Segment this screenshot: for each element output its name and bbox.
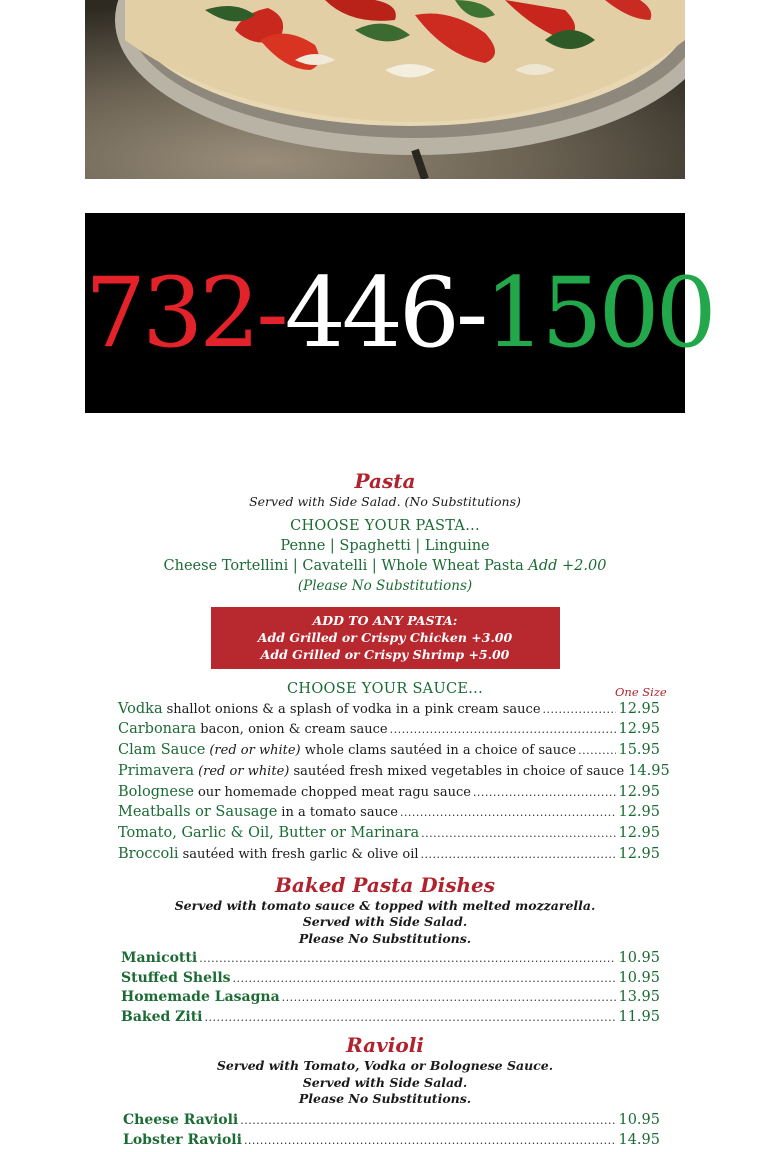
- item-name: Baked Ziti: [121, 1008, 203, 1025]
- baked-note-1: Served with tomato sauce & topped with melted mozzarella.: [174, 897, 596, 913]
- pasta-title: Pasta: [354, 469, 416, 493]
- whole-wheat-surcharge: Add +2.00: [528, 557, 607, 574]
- item-name: Stuffed Shells: [121, 969, 231, 986]
- pasta-options-1: Penne | Spaghetti | Linguine: [280, 537, 490, 554]
- item-name: Lobster Ravioli: [123, 1131, 242, 1148]
- choose-sauce-heading: CHOOSE YOUR SAUCE...: [287, 680, 483, 697]
- list-item: [118, 701, 660, 722]
- addon-heading: ADD TO ANY PASTA:: [312, 612, 458, 628]
- item-desc: in a tomato sauce: [281, 805, 398, 821]
- list-item: [118, 762, 670, 784]
- item-name: Vodka: [118, 700, 163, 717]
- list-item: [121, 950, 660, 970]
- phone-part-1: 732-: [85, 257, 285, 369]
- item-desc: our homemade chopped meat ragu sauce: [197, 784, 471, 800]
- pasta-subtitle: Served with Side Salad. (No Substitutions): [249, 494, 521, 509]
- item-price: 12.95: [618, 804, 660, 821]
- item-desc-text: sautéed fresh mixed vegetables in choice of sauce: [293, 763, 625, 779]
- item-price: 12.95: [618, 846, 660, 863]
- item-desc-italic: (red or white): [198, 763, 290, 779]
- item-desc: bacon, onion & cream sauce: [200, 722, 388, 738]
- ravioli-note-1: Served with Tomato, Vodka or Bolognese Sauce.: [216, 1058, 554, 1074]
- item-price: 13.95: [618, 989, 660, 1006]
- item-name: Manicotti: [121, 950, 198, 967]
- list-item: [118, 825, 660, 846]
- baked-list: [121, 950, 660, 1028]
- item-price: 10.95: [618, 1111, 660, 1128]
- list-item: [121, 1009, 660, 1029]
- item-name: Clam Sauce: [118, 742, 206, 759]
- list-item: [118, 784, 660, 805]
- leader-dots: [205, 1011, 617, 1024]
- pasta-options-note: (Please No Substitutions): [297, 577, 473, 594]
- pasta-options-2-text: Cheese Tortellini | Cavatelli | Whole Wheat Pasta: [163, 557, 524, 574]
- item-price: 10.95: [618, 950, 660, 967]
- item-name: Carbonara: [118, 721, 197, 738]
- item-desc: [209, 743, 576, 758]
- item-name: Meatballs or Sausage: [118, 804, 278, 821]
- item-price: 12.95: [618, 825, 660, 842]
- item-price: 12.95: [618, 783, 660, 800]
- ravioli-list: [123, 1112, 660, 1152]
- list-item: [121, 970, 660, 990]
- item-name: Tomato, Garlic & Oil, Butter or Marinara: [118, 825, 420, 842]
- item-price: 14.95: [618, 1131, 660, 1148]
- baked-note-2: Served with Side Salad.: [302, 914, 468, 930]
- pasta-options-2: [0, 556, 770, 576]
- item-price: 12.95: [618, 721, 660, 738]
- ravioli-note-2: Served with Side Salad.: [302, 1074, 468, 1090]
- phone-part-2: 446-: [284, 257, 485, 369]
- pizza-photo: [85, 0, 685, 179]
- item-price: 11.95: [618, 1008, 660, 1025]
- item-name: Broccoli: [118, 846, 179, 863]
- phone-banner: [85, 213, 713, 413]
- leader-dots: [578, 744, 616, 757]
- baked-note-3: Please No Substitutions.: [298, 930, 472, 946]
- leader-dots: [390, 723, 617, 736]
- list-item: [123, 1132, 660, 1152]
- addon-shrimp: Add Grilled or Crispy Shrimp +5.00: [260, 646, 510, 662]
- size-label: One Size: [615, 684, 667, 699]
- list-item: [118, 721, 660, 742]
- sauce-header: [0, 677, 770, 701]
- phone-number[interactable]: [85, 213, 713, 413]
- list-item: [123, 1112, 660, 1132]
- phone-part-3: 1500: [484, 257, 713, 369]
- pizza-illustration: [85, 0, 685, 179]
- list-item: [121, 989, 660, 1009]
- item-desc: sautéed with fresh garlic & olive oil: [182, 847, 419, 863]
- item-desc-text: whole clams sautéed in a choice of sauce: [304, 743, 577, 759]
- item-name: Cheese Ravioli: [123, 1111, 239, 1128]
- addon-box: [211, 607, 560, 669]
- leader-dots: [421, 827, 616, 840]
- menu-content: [0, 468, 770, 1152]
- item-price: 15.95: [618, 742, 660, 759]
- item-desc: [198, 764, 624, 779]
- ravioli-note-3: Please No Substitutions.: [298, 1091, 472, 1107]
- item-name: Primavera: [118, 762, 195, 779]
- leader-dots: [282, 991, 617, 1004]
- sauce-list: [118, 700, 670, 867]
- list-item: [118, 742, 660, 763]
- choose-pasta-heading: CHOOSE YOUR PASTA...: [290, 517, 480, 534]
- leader-dots: [400, 806, 617, 819]
- item-price: 12.95: [618, 700, 660, 717]
- leader-dots: [233, 972, 617, 985]
- ravioli-title: Ravioli: [346, 1033, 424, 1058]
- item-price: 10.95: [618, 969, 660, 986]
- leader-dots: [543, 703, 617, 716]
- item-name: Bolognese: [118, 783, 194, 800]
- item-desc: shallot onions & a splash of vodka in a pink cream sauce: [166, 701, 541, 717]
- leader-dots: [473, 786, 617, 799]
- leader-dots: [421, 848, 617, 861]
- leader-dots: [240, 1114, 616, 1127]
- list-item: [118, 804, 660, 825]
- baked-title: Baked Pasta Dishes: [275, 872, 495, 897]
- leader-dots: [199, 952, 616, 965]
- addon-chicken: Add Grilled or Crispy Chicken +3.00: [257, 629, 513, 645]
- item-price: 14.95: [628, 762, 670, 779]
- list-item: [118, 846, 660, 867]
- leader-dots: [244, 1134, 617, 1147]
- item-name: Homemade Lasagna: [121, 989, 280, 1006]
- item-desc-italic: (red or white): [209, 743, 301, 759]
